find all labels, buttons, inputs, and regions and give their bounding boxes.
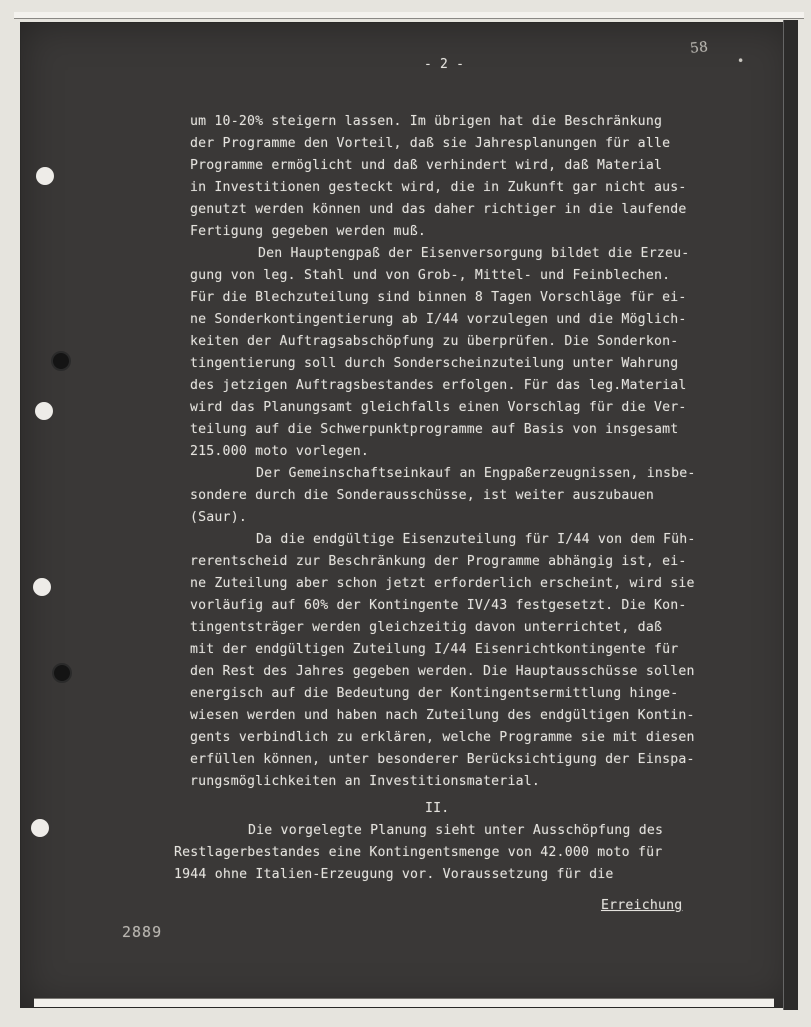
body-text-line: wird das Planungsamt gleichfalls einen Vorschlag für die Ver-: [190, 400, 687, 415]
section-heading: II.: [425, 801, 450, 816]
body-text-line: tingentsträger werden gleichzeitig davon unterrichtet, daß: [190, 620, 663, 635]
body-text-line: teilung auf die Schwerpunktprogramme auf Basis von insgesamt: [190, 422, 679, 437]
body-text-line: vorläufig auf 60% der Kontingente IV/43 festgesetzt. Die Kon-: [190, 598, 687, 613]
paper-edge-bottom: [34, 998, 774, 1007]
body-text-line: sondere durch die Sonderausschüsse, ist weiter auszubauen: [190, 488, 654, 503]
body-text-line: gents verbindlich zu erklären, welche Programme sie mit diesen: [190, 730, 695, 745]
paper-edge-top: [14, 12, 804, 19]
body-text-line: Fertigung gegeben werden muß.: [190, 224, 427, 239]
page-number: - 2 -: [424, 57, 465, 72]
body-text-line: Programme ermöglicht und daß verhindert wird, daß Material: [190, 158, 663, 173]
body-text-line: ne Zuteilung aber schon jetzt erforderlich erscheint, wird sie: [190, 576, 695, 591]
body-text-line: Für die Blechzuteilung sind binnen 8 Tagen Vorschläge für ei-: [190, 290, 687, 305]
section-two-line: Die vorgelegte Planung sieht unter Ausschöpfung des: [248, 823, 664, 838]
section-two-line: Restlagerbestandes eine Kontingentsmenge von 42.000 moto für: [174, 845, 663, 860]
body-text-line: erfüllen können, unter besonderer Berücksichtigung der Einspa-: [190, 752, 695, 767]
section-two-line: 1944 ohne Italien-Erzeugung vor. Voraussetzung für die: [174, 867, 614, 882]
margin-stamp-number: 2889: [122, 923, 163, 941]
paper-edge-right: [783, 20, 798, 1010]
body-text-line: Den Hauptengpaß der Eisenversorgung bildet die Erzeu-: [258, 246, 690, 261]
body-text-line: keiten der Auftragsabschöpfung zu überprüfen. Die Sonderkon-: [190, 334, 679, 349]
catchword: Erreichung: [601, 898, 683, 913]
body-text-line: Da die endgültige Eisenzuteilung für I/44 von dem Füh-: [256, 532, 696, 547]
body-text-line: des jetzigen Auftragsbestandes erfolgen. Für das leg.Material: [190, 378, 687, 393]
body-text-line: Der Gemeinschaftseinkauf an Engpaßerzeugnissen, insbe-: [256, 466, 696, 481]
punch-hole: [36, 167, 54, 185]
body-text-line: 215.000 moto vorlegen.: [190, 444, 370, 459]
body-text-line: tingentierung soll durch Sonderscheinzuteilung unter Wahrung: [190, 356, 679, 371]
punch-hole-shadow: [52, 663, 72, 683]
body-text-line: gung von leg. Stahl und von Grob-, Mittel- und Feinblechen.: [190, 268, 671, 283]
body-text-line: rerentscheid zur Beschränkung der Programme abhängig ist, ei-: [190, 554, 687, 569]
punch-hole: [31, 819, 49, 837]
body-text-line: (Saur).: [190, 510, 247, 525]
body-text-line: mit der endgültigen Zuteilung I/44 Eisenrichtkontingente für: [190, 642, 679, 657]
body-text-line: wiesen werden und haben nach Zuteilung des endgültigen Kontin-: [190, 708, 695, 723]
body-text-line: der Programme den Vorteil, daß sie Jahresplanungen für alle: [190, 136, 671, 151]
archive-folio-mark: 58: [689, 39, 710, 57]
body-text-line: um 10-20% steigern lassen. Im übrigen hat die Beschränkung: [190, 114, 663, 129]
body-text-line: den Rest des Jahres gegeben werden. Die Hauptausschüsse sollen: [190, 664, 695, 679]
punch-hole-shadow: [51, 351, 71, 371]
body-text-line: in Investitionen gesteckt wird, die in Zukunft gar nicht aus-: [190, 180, 687, 195]
body-text-line: rungsmöglichkeiten an Investitionsmaterial.: [190, 774, 541, 789]
body-text-line: energisch auf die Bedeutung der Kontingentsermittlung hinge-: [190, 686, 679, 701]
ink-dot: •: [737, 54, 745, 68]
body-text-line: genutzt werden können und das daher richtiger in die laufende: [190, 202, 687, 217]
body-text-line: ne Sonderkontingentierung ab I/44 vorzulegen und die Möglich-: [190, 312, 687, 327]
punch-hole: [33, 578, 51, 596]
punch-hole: [35, 402, 53, 420]
